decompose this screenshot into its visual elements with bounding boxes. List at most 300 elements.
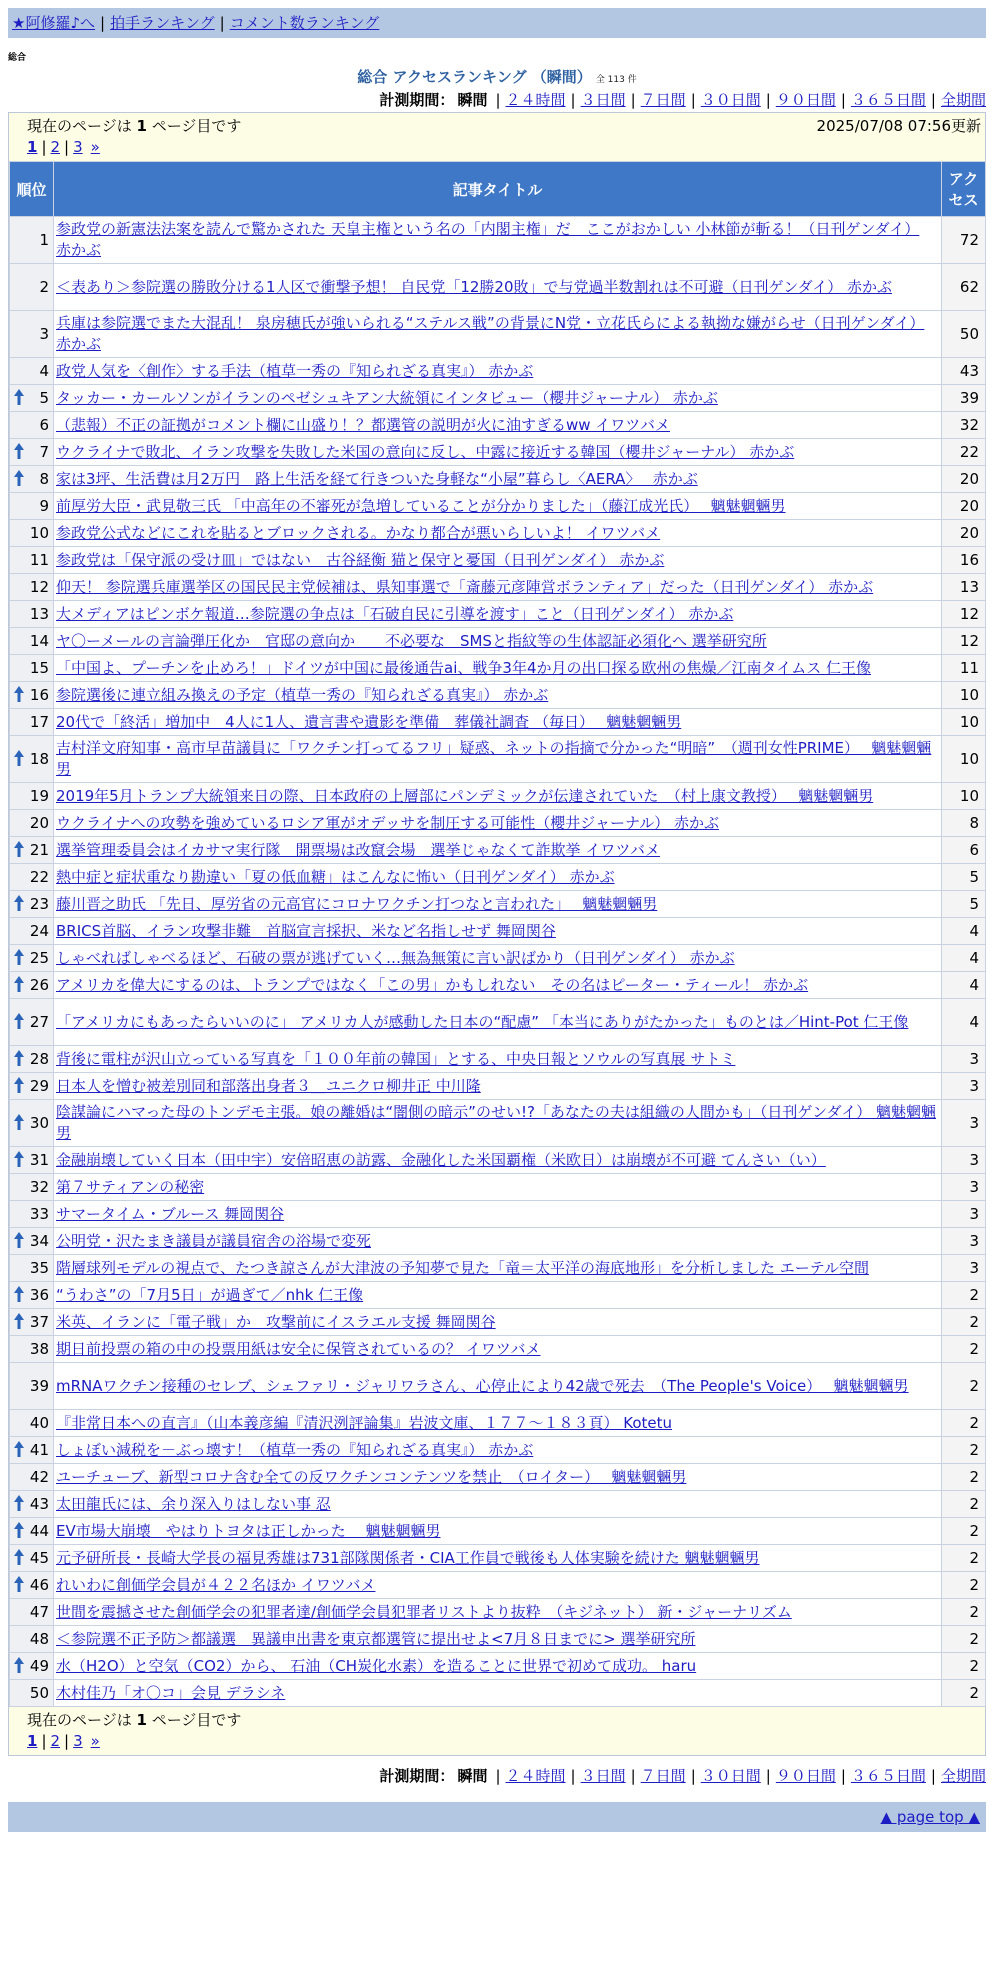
- access-count: 39: [942, 385, 986, 412]
- title-cell: [54, 1518, 942, 1545]
- article-link[interactable]: アメリカを偉大にするのは、トランプではなく「この男」かもしれない その名はピーター・ティール！ 赤かぶ: [56, 975, 809, 994]
- rank-cell: [10, 1491, 54, 1518]
- table-row: [10, 1174, 986, 1201]
- article-link[interactable]: EV市場大崩壊 やはりトヨタは正しかった 魑魅魍魎男: [56, 1521, 441, 1540]
- ranking-table-body: [10, 217, 986, 1707]
- article-link[interactable]: 20代で「終活」増加中 4人に1人、遺言書や遺影を準備 葬儀社調査 （毎日） 魑魅魍魎男: [56, 712, 682, 731]
- period-3d-link[interactable]: ３日間: [580, 91, 626, 109]
- article-link[interactable]: しょぼい減税を－ぶっ壊す！（植草一秀の『知られざる真実』） 赤かぶ: [56, 1440, 534, 1459]
- title-cell: [54, 1174, 942, 1201]
- title-cell: [54, 655, 942, 682]
- table-row: [10, 783, 986, 810]
- rank-up-arrow-icon: [14, 1657, 24, 1673]
- article-link[interactable]: 日本人を憎む被差別同和部落出身者３＿ユニクロ柳井正 中川隆: [56, 1076, 481, 1095]
- rank-number: 33: [29, 1204, 49, 1223]
- title-cell: [54, 1201, 942, 1228]
- rank-number: 48: [29, 1629, 49, 1648]
- article-link[interactable]: 期日前投票の箱の中の投票用紙は安全に保管されているの？ イワツバメ: [56, 1339, 541, 1358]
- access-count: 3: [942, 1255, 986, 1282]
- rank-up-arrow-icon: [14, 470, 24, 486]
- rank-up-arrow-icon: [14, 1286, 24, 1302]
- title-cell: [54, 1572, 942, 1599]
- rank-number: 28: [29, 1049, 49, 1068]
- article-link[interactable]: ウクライナで敗北、イラン攻撃を失敗した米国の意向に反し、中露に接近する韓国（櫻井ジャーナル） 赤かぶ: [56, 442, 795, 461]
- rank-cell: [10, 1282, 54, 1309]
- rank-number: 44: [29, 1521, 49, 1540]
- article-link[interactable]: 陰謀論にハマった母のトンデモ主張。娘の離婚は“闇側の暗示”のせい!?「あなたの夫は組織の人間かも」（日刊ゲンダイ） 魑魅魍魎男: [56, 1103, 936, 1142]
- rank-cell: [10, 466, 54, 493]
- table-row: [10, 1626, 986, 1653]
- article-link[interactable]: 政党人気を〈創作〉する手法（植草一秀の『知られざる真実』） 赤かぶ: [56, 361, 534, 380]
- table-row: [10, 709, 986, 736]
- access-count: 10: [942, 783, 986, 810]
- next-page-link[interactable]: »: [90, 138, 100, 156]
- access-count: 8: [942, 810, 986, 837]
- table-row: [10, 264, 986, 311]
- rank-number: 1: [39, 230, 49, 249]
- title-cell: [54, 601, 942, 628]
- page-link-1[interactable]: 1: [27, 138, 38, 156]
- table-row: [10, 601, 986, 628]
- table-row: [10, 999, 986, 1046]
- rank-cell: [10, 520, 54, 547]
- title-cell: [54, 1073, 942, 1100]
- article-link[interactable]: 熱中症と症状重なり勘違い「夏の低血糖」はこんなに怖い（日刊ゲンダイ） 赤かぶ: [56, 867, 615, 886]
- article-link[interactable]: 選挙管理委員会はイカサマ実行隊 開票場は改竄会場 選挙じゃなくて詐欺挙 イワツバメ: [56, 840, 661, 859]
- access-count: 2: [942, 1309, 986, 1336]
- table-row: [10, 1572, 986, 1599]
- rank-number: 8: [39, 469, 49, 488]
- title-cell: [54, 1100, 942, 1147]
- period-7d-link[interactable]: ７日間: [640, 91, 686, 109]
- table-row: [10, 311, 986, 358]
- rank-cell: [10, 709, 54, 736]
- rank-cell: [10, 918, 54, 945]
- access-count: 3: [942, 1147, 986, 1174]
- access-count: 12: [942, 628, 986, 655]
- access-count: 3: [942, 1046, 986, 1073]
- title-cell: [54, 682, 942, 709]
- article-link[interactable]: 家は3坪、生活費は月2万円 路上生活を経て行きついた身軽な“小屋”暮らし〈AERA〉 赤かぶ: [56, 469, 698, 488]
- table-row: [10, 1100, 986, 1147]
- rank-number: 21: [29, 840, 49, 859]
- title-cell: [54, 547, 942, 574]
- rank-number: 14: [29, 631, 49, 650]
- rank-number: 12: [29, 577, 49, 596]
- table-row: [10, 1545, 986, 1572]
- page-links: 1 | 2 | 3 »: [27, 138, 100, 156]
- article-link[interactable]: mRNAワクチン接種のセレブ、シェファリ・ジャリワラさん、心停止により42歳で死去 （The People's Voice） 魑魅魍魎男: [56, 1376, 909, 1395]
- table-row: [10, 918, 986, 945]
- period-label: 計測期間：: [379, 91, 455, 109]
- access-count: 2: [942, 1680, 986, 1707]
- pager-bottom: [9, 1707, 985, 1755]
- access-count: 3: [942, 1228, 986, 1255]
- nav-separator: |: [219, 14, 225, 32]
- access-count: 11: [942, 655, 986, 682]
- rank-cell: [10, 1437, 54, 1464]
- access-count: 43: [942, 358, 986, 385]
- rank-cell: [10, 385, 54, 412]
- rank-cell: [10, 1046, 54, 1073]
- access-count: 2: [942, 1653, 986, 1680]
- rank-number: 11: [29, 550, 49, 569]
- access-count: 3: [942, 1174, 986, 1201]
- rank-number: 13: [29, 604, 49, 623]
- page-link-1[interactable]: 1: [27, 1732, 38, 1750]
- access-count: 2: [942, 1518, 986, 1545]
- rank-number: 30: [29, 1113, 49, 1132]
- access-count: 20: [942, 493, 986, 520]
- rank-up-arrow-icon: [14, 1050, 24, 1066]
- rank-number: 4: [39, 361, 49, 380]
- table-row: [10, 439, 986, 466]
- article-link[interactable]: 参政党の新憲法法案を読んで驚かされた 天皇主権という名の「内閣主権」だ ここがおかしい 小林節が斬る！（日刊ゲンダイ） 赤かぶ: [56, 220, 920, 259]
- rank-up-arrow-icon: [14, 1522, 24, 1538]
- ranking-heading: [8, 66, 986, 88]
- rank-cell: [10, 439, 54, 466]
- access-count: 2: [942, 1572, 986, 1599]
- access-count: 22: [942, 439, 986, 466]
- rank-cell: [10, 311, 54, 358]
- rank-up-arrow-icon: [14, 1077, 24, 1093]
- table-row: [10, 520, 986, 547]
- pager-top: [9, 113, 985, 161]
- table-row: [10, 1437, 986, 1464]
- nav-separator: |: [100, 14, 106, 32]
- table-row: [10, 1201, 986, 1228]
- page-link-2[interactable]: 2: [50, 138, 61, 156]
- rank-number: 34: [29, 1231, 49, 1250]
- rank-cell: [10, 493, 54, 520]
- article-link[interactable]: ウクライナへの攻勢を強めているロシア軍がオデッサを制圧する可能性（櫻井ジャーナル） 赤かぶ: [56, 813, 719, 832]
- access-count: 20: [942, 466, 986, 493]
- table-row: [10, 1228, 986, 1255]
- page-top-link[interactable]: ▲ page top ▲: [880, 1808, 980, 1826]
- rank-up-arrow-icon: [14, 1114, 24, 1130]
- period-30d-link[interactable]: ３０日間: [700, 91, 761, 109]
- title-cell: [54, 217, 942, 264]
- rank-up-arrow-icon: [14, 949, 24, 965]
- title-cell: [54, 1336, 942, 1363]
- rank-number: 38: [29, 1339, 49, 1358]
- rank-cell: [10, 736, 54, 783]
- article-link[interactable]: 前厚労大臣・武見敬三氏 「中高年の不審死が急増していることが分かりました」（藤江成光氏） 魑魅魍魎男: [56, 496, 786, 515]
- title-cell: [54, 358, 942, 385]
- article-link[interactable]: 太田龍氏には、余り深入りはしない事 忍: [56, 1494, 331, 1513]
- period-all-link[interactable]: 全期間: [940, 1767, 986, 1785]
- table-row: [10, 466, 986, 493]
- rank-cell: [10, 1201, 54, 1228]
- title-cell: [54, 439, 942, 466]
- rank-up-arrow-icon: [14, 1549, 24, 1565]
- title-cell: [54, 520, 942, 547]
- page-number: 1: [136, 117, 147, 135]
- access-count: 12: [942, 601, 986, 628]
- article-link[interactable]: 米英、イランに「電子戦」か 攻撃前にイスラエル支援 舞岡関谷: [56, 1312, 496, 1331]
- table-row: [10, 217, 986, 264]
- table-row: [10, 1046, 986, 1073]
- page-link-3[interactable]: 3: [73, 138, 83, 156]
- article-link[interactable]: 木村佳乃「オ〇コ」会見 デラシネ: [56, 1683, 286, 1702]
- rank-cell: [10, 1545, 54, 1572]
- table-row: [10, 1336, 986, 1363]
- rank-number: 40: [29, 1413, 49, 1432]
- article-link[interactable]: 大メディアはピンボケ報道…参院選の争点は「石破自民に引導を渡す」こと（日刊ゲンダイ） 赤かぶ: [56, 604, 734, 623]
- table-row: [10, 736, 986, 783]
- rank-cell: [10, 682, 54, 709]
- period-365d-link[interactable]: ３６５日間: [850, 1767, 926, 1785]
- period-90d-link[interactable]: ９０日間: [775, 1767, 836, 1785]
- period-24h-link[interactable]: ２４時間: [505, 1767, 566, 1785]
- article-link[interactable]: 水（H2O）と空気（CO2）から、 石油（CH炭化水素）を造ることに世界で初めて成功。 haru: [56, 1656, 697, 1675]
- table-row: [10, 628, 986, 655]
- article-link[interactable]: 金融崩壊していく日本（田中宇）安倍昭恵の訪露、金融化した米国覇権（米欧日）は崩壊が不可避 てんさい（い）: [56, 1150, 826, 1169]
- period-3d-link[interactable]: ３日間: [580, 1767, 626, 1785]
- rank-up-arrow-icon: [14, 1151, 24, 1167]
- access-count: 13: [942, 574, 986, 601]
- title-cell: [54, 891, 942, 918]
- ranking-box: [8, 112, 986, 1756]
- page-info-bottom: 現在のページは 1 ページ目です: [27, 1711, 242, 1729]
- rank-cell: [10, 358, 54, 385]
- rank-up-arrow-icon: [14, 841, 24, 857]
- period-all-link[interactable]: 全期間: [940, 91, 986, 109]
- article-link[interactable]: 階層球列モデルの視点で、たつき諒さんが大津波の予知夢で見た「竜＝太平洋の海底地形」を分析しました エーテル空間: [56, 1258, 869, 1277]
- title-cell: [54, 1599, 942, 1626]
- rank-cell: [10, 1174, 54, 1201]
- rank-number: 3: [39, 324, 49, 343]
- page-info: 現在のページは 1 ページ目です: [27, 117, 242, 135]
- title-cell: [54, 945, 942, 972]
- rank-number: 23: [29, 894, 49, 913]
- title-cell: [54, 1545, 942, 1572]
- access-count: 10: [942, 709, 986, 736]
- rank-number: 25: [29, 948, 49, 967]
- article-link[interactable]: 仰天！ 参院選兵庫選挙区の国民民主党候補は、県知事選で「斎藤元彦陣営ボランティア」だった（日刊ゲンダイ） 赤かぶ: [56, 577, 874, 596]
- access-count: 2: [942, 1491, 986, 1518]
- period-selector-bottom: 計測期間： 瞬間 | ２４時間 | ３日間 | ７日間 | ３０日間 | ９０日間 | ３６５日間 | 全期間: [379, 1767, 986, 1785]
- access-count: 2: [942, 1626, 986, 1653]
- rank-up-arrow-icon: [14, 750, 24, 766]
- column-header-access: アクセス: [942, 162, 986, 217]
- rank-up-arrow-icon: [14, 1495, 24, 1511]
- applause-ranking-link[interactable]: 拍手ランキング: [110, 14, 215, 32]
- rank-number: 26: [29, 975, 49, 994]
- access-count: 10: [942, 682, 986, 709]
- next-page-link[interactable]: »: [90, 1732, 100, 1750]
- period-30d-link[interactable]: ３０日間: [700, 1767, 761, 1785]
- title-cell: [54, 1626, 942, 1653]
- title-cell: [54, 385, 942, 412]
- period-24h-link[interactable]: ２４時間: [505, 91, 566, 109]
- title-cell: [54, 1309, 942, 1336]
- rank-cell: [10, 1653, 54, 1680]
- title-cell: [54, 1228, 942, 1255]
- title-cell: [54, 466, 942, 493]
- article-link[interactable]: BRICS首脳、イラン攻撃非難 首脳宣言採択、米など名指しせず 舞岡関谷: [56, 921, 556, 940]
- period-365d-link[interactable]: ３６５日間: [850, 91, 926, 109]
- access-count: 5: [942, 891, 986, 918]
- rank-number: 29: [29, 1076, 49, 1095]
- rank-number: 46: [29, 1575, 49, 1594]
- access-count: 62: [942, 264, 986, 311]
- table-row: [10, 837, 986, 864]
- title-cell: [54, 837, 942, 864]
- access-count: 32: [942, 412, 986, 439]
- rank-number: 36: [29, 1285, 49, 1304]
- ranking-table: [9, 161, 986, 1707]
- article-link[interactable]: タッカー・カールソンがイランのペゼシュキアン大統領にインタビュー（櫻井ジャーナル） 赤かぶ: [56, 388, 718, 407]
- access-count: 4: [942, 972, 986, 999]
- article-link[interactable]: しゃべればしゃべるほど、石破の票が逃げていく…無為無策に言い訳ばかり（日刊ゲンダイ） 赤かぶ: [56, 948, 735, 967]
- article-link[interactable]: サマータイム・ブルース 舞岡関谷: [56, 1204, 285, 1223]
- rank-cell: [10, 217, 54, 264]
- rank-number: 19: [29, 786, 49, 805]
- article-link[interactable]: 参政党公式などにこれを貼るとブロックされる。かなり都合が悪いらしいよ！ イワツバメ: [56, 523, 661, 542]
- table-row: [10, 1599, 986, 1626]
- rank-number: 42: [29, 1467, 49, 1486]
- rank-cell: [10, 628, 54, 655]
- rank-cell: [10, 837, 54, 864]
- article-link[interactable]: 第７サティアンの秘密: [56, 1177, 205, 1196]
- article-link[interactable]: 藤川晋之助氏 「先日、厚労省の元高官にコロナワクチン打つなと言われた」 魑魅魍魎男: [56, 894, 658, 913]
- access-count: 6: [942, 837, 986, 864]
- title-cell: [54, 628, 942, 655]
- table-row: [10, 972, 986, 999]
- article-link[interactable]: 参政党は「保守派の受け皿」ではない 古谷経衡 猫と保守と憂国（日刊ゲンダイ） 赤かぶ: [56, 550, 665, 569]
- access-count: 4: [942, 999, 986, 1046]
- title-cell: [54, 1680, 942, 1707]
- rank-cell: [10, 1599, 54, 1626]
- period-90d-link[interactable]: ９０日間: [775, 91, 836, 109]
- rank-number: 5: [39, 388, 49, 407]
- article-link[interactable]: 兵庫は参院選でまた大混乱！ 泉房穂氏が強いられる“ステルス戦”の背景にN党・立花氏らによる執拗な嫌がらせ（日刊ゲンダイ） 赤かぶ: [56, 314, 925, 353]
- rank-number: 22: [29, 867, 49, 886]
- article-link[interactable]: ヤ〇ーメールの言論弾圧化か 官邸の意向か 不必要な SMSと指紋等の生体認証必須化へ 選挙研究所: [56, 631, 767, 650]
- article-link[interactable]: 元予研所長・長崎大学長の福見秀雄は731部隊関係者・CIA工作員で戦後も人体実験を続けた 魑魅魍魎男: [56, 1548, 760, 1567]
- rank-cell: [10, 783, 54, 810]
- rank-number: 10: [29, 523, 49, 542]
- article-link[interactable]: “うわさ”の「7月5日」が過ぎて／nhk 仁王像: [56, 1285, 364, 1304]
- article-link[interactable]: ＜参院選不正予防＞都議選 異議申出書を東京都選管に提出せよ<7月８日までに> 選挙研究所: [56, 1629, 696, 1648]
- footer-bar: [8, 1802, 986, 1832]
- table-row: [10, 864, 986, 891]
- column-header-title: 記事タイトル: [54, 162, 942, 217]
- section-tag: 総合: [8, 53, 27, 63]
- title-cell: [54, 709, 942, 736]
- access-count: 2: [942, 1336, 986, 1363]
- rank-up-arrow-icon: [14, 1313, 24, 1329]
- article-link[interactable]: ＜表あり＞参院選の勝敗分ける1人区で衝撃予想！ 自民党「12勝20敗」で与党過半数割れは不可避（日刊ゲンダイ） 赤かぶ: [56, 277, 893, 296]
- rank-number: 18: [29, 749, 49, 768]
- title-cell: [54, 1410, 942, 1437]
- rank-cell: [10, 1073, 54, 1100]
- rank-up-arrow-icon: [14, 443, 24, 459]
- rank-number: 27: [29, 1012, 49, 1031]
- rank-number: 7: [39, 442, 49, 461]
- rank-cell: [10, 945, 54, 972]
- access-count: 2: [942, 1545, 986, 1572]
- article-link[interactable]: ユーチューブ、新型コロナ含む全ての反ワクチンコンテンツを禁止 （ロイター） 魑魅魍魎男: [56, 1467, 687, 1486]
- title-cell: [54, 972, 942, 999]
- article-link[interactable]: 「中国よ、プーチンを止めろ！」ドイツが中国に最後通告ai、戦争3年4か月の出口探る欧州の焦燥／江南タイムス 仁王像: [56, 658, 871, 677]
- title-cell: [54, 1437, 942, 1464]
- access-count: 2: [942, 1410, 986, 1437]
- rank-number: 32: [29, 1177, 49, 1196]
- access-count: 2: [942, 1282, 986, 1309]
- table-row: [10, 655, 986, 682]
- article-link[interactable]: れいわに創価学会員が４２２名ほか イワツバメ: [56, 1575, 376, 1594]
- updated-timestamp: 2025/07/08 07:56更新: [816, 117, 981, 135]
- access-count: 4: [942, 945, 986, 972]
- access-count: 2: [942, 1464, 986, 1491]
- article-link[interactable]: 背後に電柱が沢山立っている写真を「１００年前の韓国」とする、中央日報とソウルの写真展 サトミ: [56, 1049, 736, 1068]
- table-row: [10, 412, 986, 439]
- title-cell: [54, 1282, 942, 1309]
- table-row: [10, 945, 986, 972]
- rank-number: 35: [29, 1258, 49, 1277]
- article-link[interactable]: 参院選後に連立組み換えの予定（植草一秀の『知られざる真実』） 赤かぶ: [56, 685, 549, 704]
- table-row: [10, 547, 986, 574]
- access-count: 50: [942, 311, 986, 358]
- table-row: [10, 1653, 986, 1680]
- article-link[interactable]: 世間を震撼させた創価学会の犯罪者達/創価学会員犯罪者リストより抜粋 （キジネット） 新・ジャーナリズム: [56, 1602, 792, 1621]
- rank-number: 20: [29, 813, 49, 832]
- article-link[interactable]: 「アメリカにもあったらいいのに」 アメリカ人が感動した日本の“配慮” 「本当にありがたかった」ものとは／Hint-Pot 仁王像: [56, 1012, 909, 1031]
- rank-cell: [10, 547, 54, 574]
- article-link[interactable]: 『非常日本への直言』（山本義彦編『清沢洌評論集』岩波文庫、１７７～１８３頁） Kotetu: [56, 1413, 673, 1432]
- top-nav: [8, 8, 986, 38]
- rank-number: 31: [29, 1150, 49, 1169]
- rank-up-arrow-icon: [14, 686, 24, 702]
- rank-number: 50: [29, 1683, 49, 1702]
- ranking-title: 総合 アクセスランキング （瞬間）: [357, 68, 592, 86]
- article-link[interactable]: 公明党・沢たまき議員が議員宿舎の浴場で変死: [56, 1231, 372, 1250]
- access-count: 3: [942, 1100, 986, 1147]
- rank-cell: [10, 891, 54, 918]
- comment-ranking-link[interactable]: コメント数ランキング: [229, 14, 380, 32]
- access-count: 20: [942, 520, 986, 547]
- title-cell: [54, 574, 942, 601]
- rank-cell: [10, 1100, 54, 1147]
- table-row: [10, 1073, 986, 1100]
- access-count: 72: [942, 217, 986, 264]
- back-to-asyura-link[interactable]: ★阿修羅♪へ: [12, 14, 96, 32]
- period-7d-link[interactable]: ７日間: [640, 1767, 686, 1785]
- article-link[interactable]: 2019年5月トランプ大統領来日の際、日本政府の上層部にパンデミックが伝達されていた （村上康文教授） 魑魅魍魎男: [56, 786, 874, 805]
- rank-number: 47: [29, 1602, 49, 1621]
- title-cell: [54, 311, 942, 358]
- page-link-3[interactable]: 3: [73, 1732, 83, 1750]
- rank-cell: [10, 1147, 54, 1174]
- title-cell: [54, 1363, 942, 1410]
- rank-number: 49: [29, 1656, 49, 1675]
- rank-cell: [10, 1363, 54, 1410]
- access-count: 10: [942, 736, 986, 783]
- rank-number: 24: [29, 921, 49, 940]
- article-link[interactable]: 吉村洋文府知事・高市早苗議員に「ワクチン打ってるフリ」疑惑、ネットの指摘で分かった“明暗” （週刊女性PRIME） 魑魅魍魎男: [56, 739, 932, 778]
- title-cell: [54, 999, 942, 1046]
- rank-number: 41: [29, 1440, 49, 1459]
- page-links-bottom: 1 | 2 | 3 »: [27, 1732, 100, 1750]
- table-row: [10, 1464, 986, 1491]
- table-row: [10, 385, 986, 412]
- article-link[interactable]: （悲報）不正の証拠がコメント欄に山盛り！？都選管の説明が火に油すぎるww イワツバメ: [56, 415, 671, 434]
- rank-number: 16: [29, 685, 49, 704]
- access-count: 2: [942, 1363, 986, 1410]
- page-link-2[interactable]: 2: [50, 1732, 61, 1750]
